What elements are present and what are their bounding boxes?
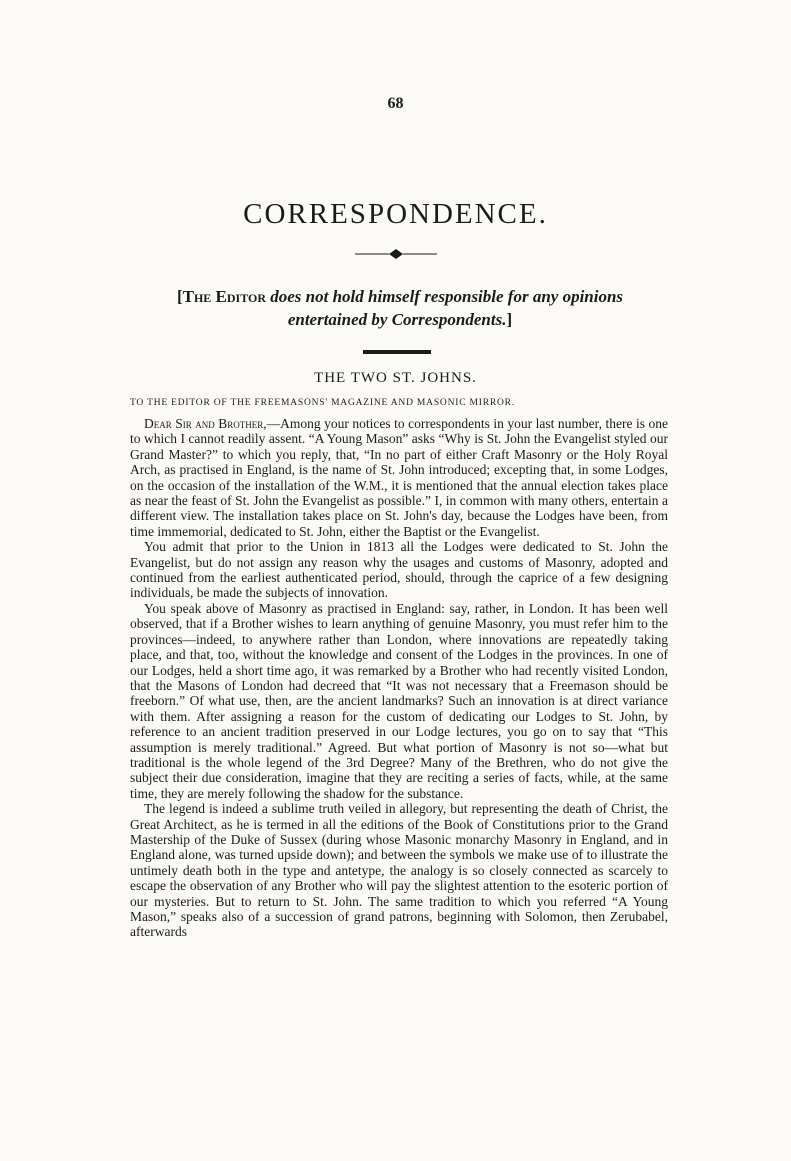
paragraph: The legend is indeed a sublime truth veiled in allegory, but representing the death of Christ, the Great Architect, as he is termed in all the editions of the Book of Constitutions prior to the Grand Mastership of the Duke of Sussex (during whose Masonic monarchy Masonry in England, and in England alone, was turned upside down); and between the symbols we make use of to illustrate the untimely death both in the type and antetype, the analogy is so closely connected as scarcely to escape the observation of any Brother who will pay the slightest attention to the esoteric portion of our mysteries. But to return to St. John. The same tradition to which you referred “A Young Mason,” speaks also of a succession of grand patrons, beginning with Solomon, then Zerubabel, afterwards — [130, 801, 668, 940]
paragraph — [130, 416, 668, 539]
disclaimer-close-bracket: ] — [506, 310, 513, 329]
disclaimer-editor: The Editor — [182, 287, 266, 306]
paragraph: You admit that prior to the Union in 1813 all the Lodges were dedicated to St. John the Evangelist, but do not assign any reason why the usages and customs of Masonry, adopted and continued from the earliest authenticated period, should, through the caprice of a few designing individuals, be made the subjects of innovation. — [130, 539, 668, 601]
disclaimer-open-bracket: [ — [176, 287, 183, 306]
paragraph-text: —Among your notices to correspondents in your last number, there is one to which I cannot readily assent. “A Young Mason” asks “Why is St. John the Evangelist styled our Grand Master?” to which you reply, that, “In no part of either Craft Masonry or the Holy Royal Arch, as practised in England, is the name of St. John introduced; excepting that, in some Lodges, on the occasion of the installation of the W.M., it is mentioned that the annual election takes place as near the feast of St. John the Evangelist as possible.” I, in common with many others, entertain a different view. The installation takes place on St. John's day, because the Lodges have been, from time immemorial, dedicated to St. John, either the Baptist or the Evangelist. — [130, 416, 668, 539]
editor-disclaimer — [150, 285, 650, 331]
paragraph: You speak above of Masonry as practised in England: say, rather, in London. It has been well observed, that if a Brother wishes to learn anything of genuine Masonry, you must refer him to the provinces—indeed, to anywhere rather than London, where innovations are repeatedly taking place, and that, too, without the knowledge and consent of the Lodges in the provinces. In one of our Lodges, held a short time ago, it was remarked by a Brother who had recently visited London, that the Masons of London had decreed that “It was not necessary that a Freemason should be freeborn.” Of what use, then, are the ancient landmarks? Such an innovation is at direct variance with them. After assigning a reason for the custom of dedicating our Lodges to St. John, by reference to an ancient tradition preserved in our Lodge lectures, you go on to say that “This assumption is merely traditional.” Agreed. But what portion of Masonry is not so—what but traditional is the whole legend of the 3rd Degree? Many of the Brethren, who do not give the subject their due consideration, imagine that they are reciting a series of facts, while, at the same time, they are merely following the shadow for the substance. — [130, 600, 668, 801]
article-body — [130, 416, 668, 940]
article-title: THE TWO ST. JOHNS. — [314, 370, 477, 386]
ornament-divider — [355, 248, 437, 260]
disclaimer-text: does not hold himself responsible for any opinions entertained by Correspondents. — [266, 287, 624, 329]
salutation: Dear Sir and Brother, — [144, 416, 267, 431]
horizontal-rule — [363, 350, 431, 354]
addressee-line: TO THE EDITOR OF THE FREEMASONS' MAGAZINE AND MASONIC MIRROR. — [130, 398, 515, 408]
section-heading: CORRESPONDENCE. — [243, 198, 548, 230]
page-number: 68 — [387, 95, 404, 112]
